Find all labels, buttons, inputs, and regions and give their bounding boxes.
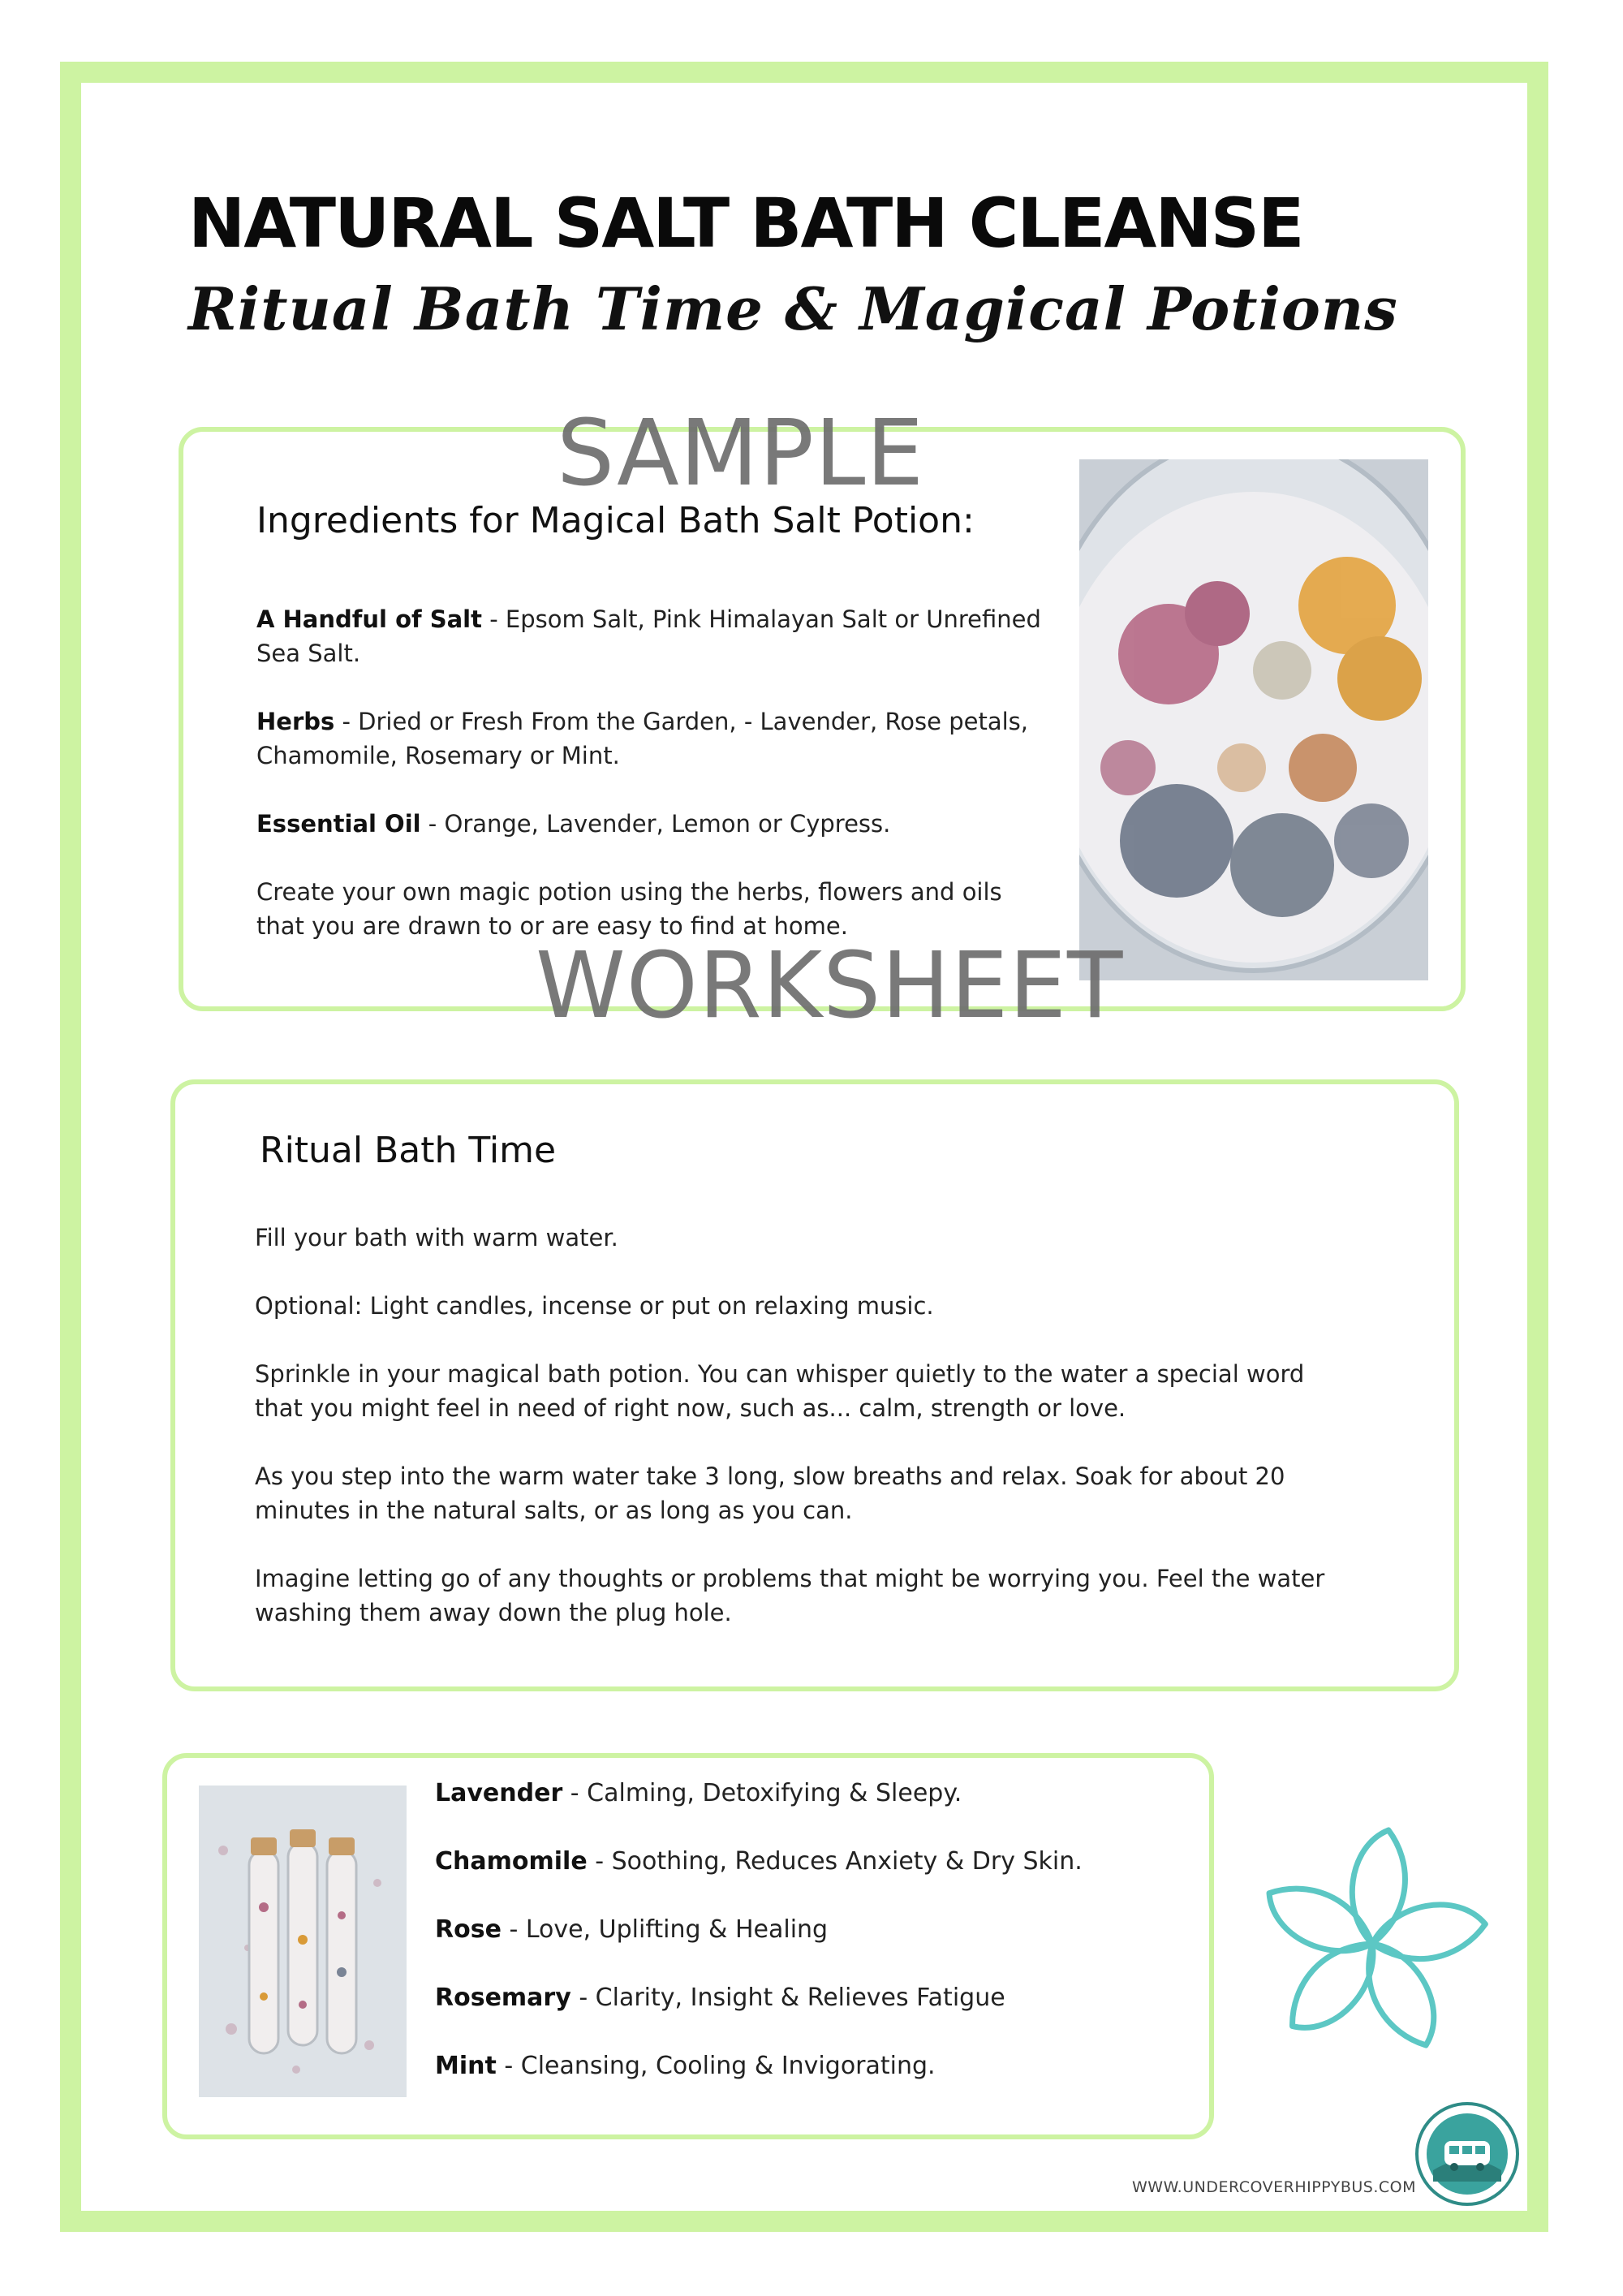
flower-icon [1246, 1818, 1498, 2070]
ingredients-heading: Ingredients for Magical Bath Salt Potion: [256, 500, 975, 541]
herb-name: Rosemary [435, 1984, 571, 2012]
ingredients-list [256, 602, 1052, 977]
herb-benefit-item [435, 1776, 1198, 1811]
ritual-step: Fill your bath with warm water. [255, 1224, 618, 1251]
herb-benefit: - Calming, Detoxifying & Sleepy. [562, 1779, 962, 1807]
herb-benefit: - Love, Uplifting & Healing [501, 1915, 829, 1944]
herb-name: Lavender [435, 1779, 563, 1807]
ingredient-item [256, 602, 1052, 670]
page-title: NATURAL SALT BATH CLEANSE [188, 183, 1303, 263]
herb-benefit-item [435, 2048, 1198, 2084]
ingredient-name: Essential Oil [256, 810, 421, 838]
ingredient-item [256, 807, 1052, 841]
herb-name: Mint [435, 2052, 497, 2080]
ritual-step: Sprinkle in your magical bath potion. You can whisper quietly to the water a special word that you might feel in need of right now, such as... calm, strength or love. [255, 1360, 1305, 1422]
herb-benefits-list [435, 1776, 1198, 2117]
watermark-worksheet: WORKSHEET [536, 933, 1124, 1039]
ritual-steps [255, 1221, 1342, 1664]
page-subtitle: Ritual Bath Time & Magical Potions [188, 274, 1398, 343]
herb-benefit-item [435, 1844, 1198, 1880]
ingredients-note: Create your own magic potion using the herbs, flowers and oils that you are drawn to or are easy to find at home. [256, 878, 1002, 940]
ritual-step: Optional: Light candles, incense or put on relaxing music. [255, 1292, 934, 1320]
herb-name: Chamomile [435, 1847, 588, 1876]
ritual-step: As you step into the warm water take 3 long, slow breaths and relax. Soak for about 20 minutes in the natural salts, or as long as you can. [255, 1462, 1285, 1524]
ritual-heading: Ritual Bath Time [260, 1130, 557, 1171]
ingredient-item [256, 704, 1052, 773]
tubes-photo-image [199, 1786, 407, 2097]
website-url: WWW.UNDERCOVERHIPPYBUS.COM [1132, 2178, 1416, 2196]
ritual-step: Imagine letting go of any thoughts or problems that might be worrying you. Feel the water washing them away down the plug hole. [255, 1565, 1325, 1626]
herb-benefit: - Soothing, Reduces Anxiety & Dry Skin. [587, 1847, 1083, 1876]
ingredient-desc: - Epsom Salt, Pink Himalayan Salt or Unrefined Sea Salt. [256, 605, 1041, 667]
herb-benefit: - Clarity, Insight & Relieves Fatigue [570, 1984, 1005, 2012]
salt-tubes-photo [199, 1786, 407, 2097]
bus-logo-icon [1414, 2100, 1521, 2208]
ingredient-name: Herbs [256, 708, 335, 735]
bath-salt-bowl-photo [1079, 459, 1428, 980]
herb-benefit: - Cleansing, Cooling & Invigorating. [496, 2052, 936, 2080]
herb-benefit-item [435, 1912, 1198, 1948]
herb-name: Rose [435, 1915, 502, 1944]
ritual-card [170, 1079, 1459, 1691]
herb-benefit-item [435, 1980, 1198, 2016]
watermark-sample: SAMPLE [557, 401, 925, 506]
bowl-photo-image [1079, 459, 1428, 980]
ingredient-desc: - Orange, Lavender, Lemon or Cypress. [420, 810, 891, 838]
ingredient-desc: - Dried or Fresh From the Garden, - Lavender, Rose petals, Chamomile, Rosemary or Mint. [256, 708, 1028, 769]
ingredient-name: A Handful of Salt [256, 605, 482, 633]
